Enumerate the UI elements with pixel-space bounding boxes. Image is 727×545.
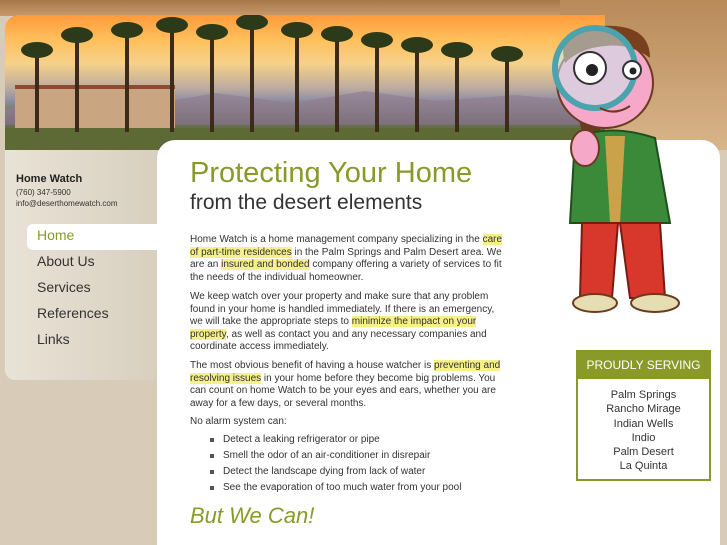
serving-box: [576, 350, 711, 481]
palm-tree: [505, 56, 509, 132]
nav-home[interactable]: Home: [27, 224, 157, 250]
page-subtitle: from the desert elements: [190, 191, 423, 214]
list-item: Smell the odor of an air-conditioner in disrepair: [210, 448, 461, 464]
city-item: Indio: [631, 431, 656, 444]
highlight: minimize the impact on your property: [190, 316, 477, 340]
serving-heading: PROUDLY SERVING: [578, 352, 709, 379]
benefit-paragraph: The most obvious benefit of having a house watcher is preventing and resolving issues in your home before they become big problems. You can count on home Watch to be your eyes and ears, whether you are away for a few days, or several months.: [190, 360, 501, 409]
city-item: Palm Springs: [610, 389, 677, 401]
nav-links[interactable]: Links: [37, 331, 70, 347]
alarm-intro: No alarm system can:: [190, 416, 287, 427]
palm-tree: [35, 52, 39, 132]
highlight: care of part-time residences: [190, 234, 503, 258]
city-item: Indian Wells: [613, 417, 674, 430]
highlight: insured and bonded: [221, 259, 310, 270]
header-photo: [5, 15, 605, 150]
palm-tree: [335, 36, 339, 132]
page-title: Protecting Your Home: [190, 157, 473, 189]
alarm-list: [210, 432, 461, 496]
city-item: La Quinta: [619, 460, 668, 473]
city-item: Rancho Mirage: [606, 403, 681, 416]
phone-number: (760) 347-5900: [16, 188, 71, 197]
company-name: Home Watch: [16, 173, 83, 185]
palm-tree: [250, 24, 254, 132]
watch-paragraph: We keep watch over your property and make sure that any problem found in your home is handled immediately. If there is an emergency, we will take the appropriate steps to minimize the impact on your property, as well as contact you and any necessary companies and coordinate access immediately.: [190, 291, 495, 352]
list-item: Detect the landscape dying from lack of water: [210, 464, 461, 480]
palm-tree: [75, 37, 79, 132]
intro-paragraph: Home Watch is a home management company specializing in the care of part-time residences in the Palm Springs and Palm Desert area. We are an insured and bonded company offering a variety of services to fit the needs of the individual homeowner.: [190, 234, 503, 283]
city-list: [578, 379, 709, 474]
palm-tree: [170, 27, 174, 132]
palm-tree: [375, 42, 379, 132]
nav-references[interactable]: References: [37, 305, 109, 321]
email-address: info@deserthomewatch.com: [16, 199, 118, 208]
mascot-detective-image: [520, 8, 720, 318]
palm-tree: [295, 32, 299, 132]
palm-tree: [415, 47, 419, 132]
palm-tree: [125, 32, 129, 132]
palm-tree: [455, 52, 459, 132]
palm-tree: [210, 34, 214, 132]
main-nav: [27, 224, 157, 354]
nav-services[interactable]: Services: [37, 279, 91, 295]
highlight: preventing and resolving issues: [190, 360, 501, 384]
list-item: See the evaporation of too much water from your pool: [210, 480, 461, 496]
city-item: Palm Desert: [613, 446, 674, 459]
cta-heading: But We Can!: [190, 503, 315, 528]
contact-block: [16, 173, 118, 208]
list-item: Detect a leaking refrigerator or pipe: [210, 432, 461, 448]
nav-about-us[interactable]: About Us: [37, 253, 95, 269]
